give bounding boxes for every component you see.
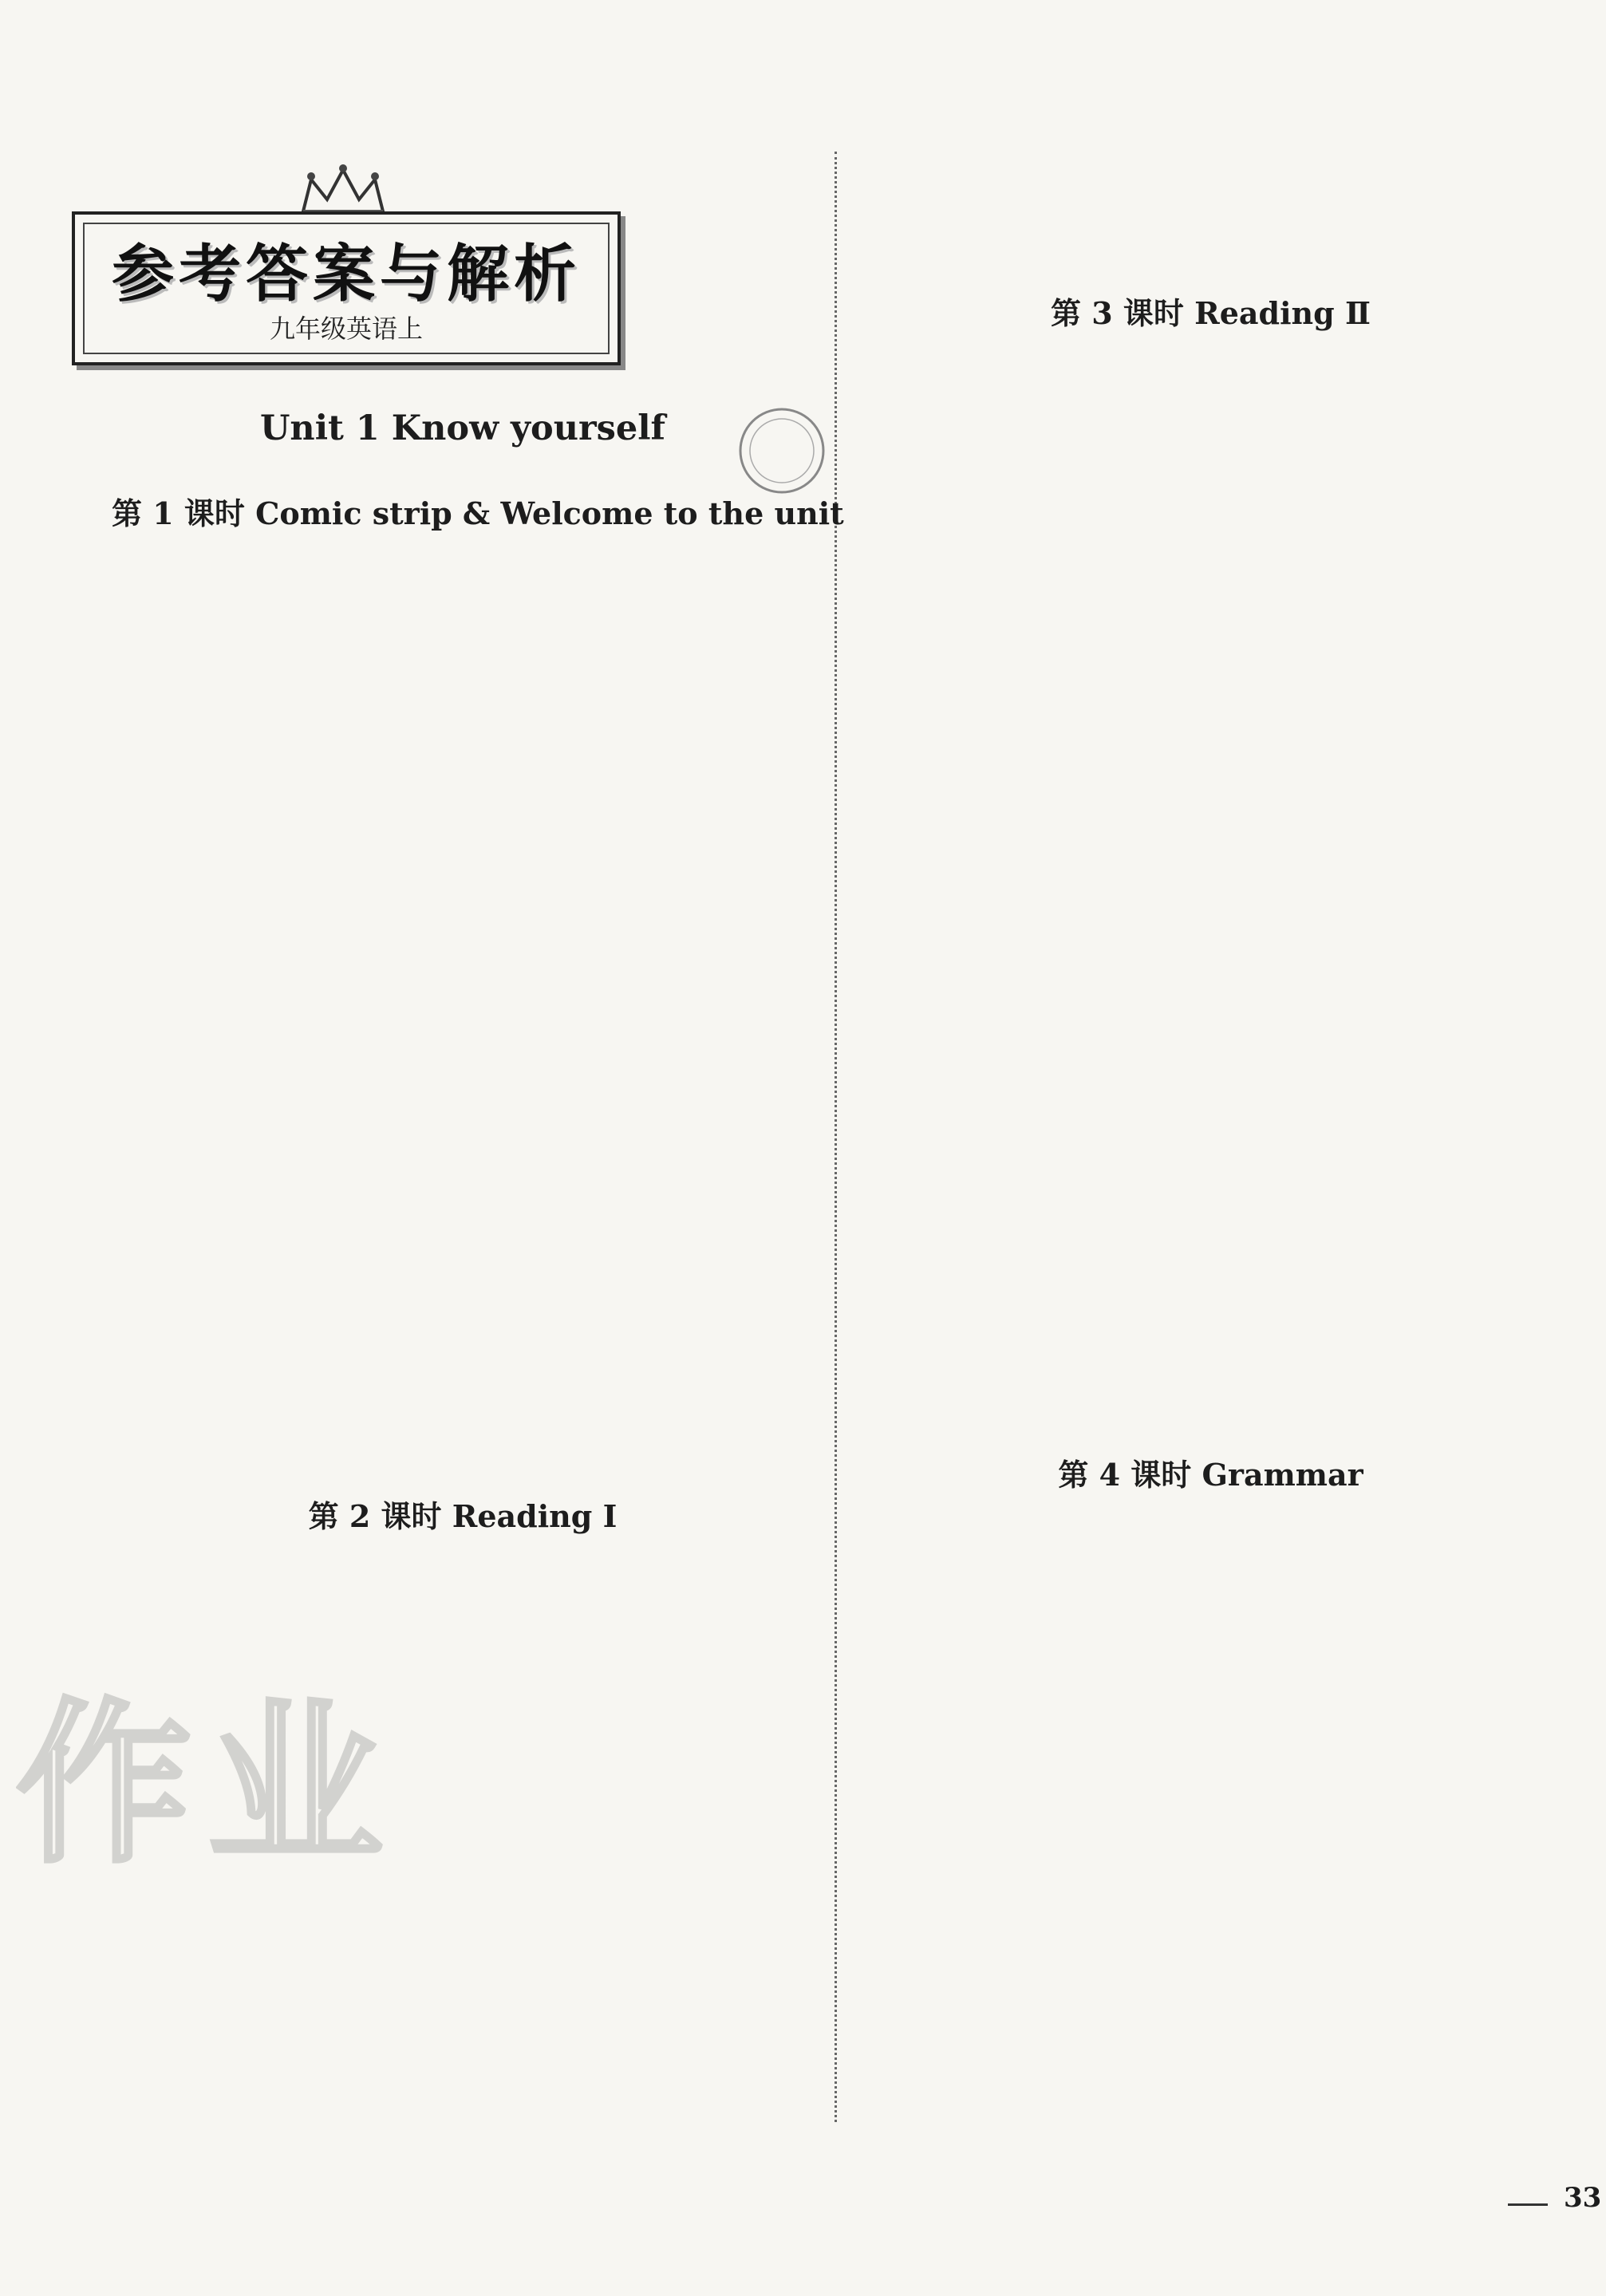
page-number: 33 xyxy=(1564,2182,1602,2214)
lesson-heading: 第 3 课时 Reading Ⅱ xyxy=(1051,294,1371,331)
page-title: 参考答案与解析 xyxy=(111,238,581,310)
title-box xyxy=(72,211,621,365)
footer-rule xyxy=(1508,2203,1548,2206)
page-subtitle: 九年级英语上 xyxy=(269,314,423,344)
unit-title: Unit 1 Know yourself xyxy=(259,408,666,448)
lesson-heading: 第 1 课时 Comic strip & Welcome to the unit xyxy=(112,495,844,531)
lesson-heading: 第 4 课时 Grammar xyxy=(1058,1456,1363,1493)
watermark-logo: 作业 xyxy=(16,1683,400,1887)
lesson-heading: 第 2 课时 Reading Ⅰ xyxy=(308,1497,618,1534)
column-divider xyxy=(835,152,837,2122)
